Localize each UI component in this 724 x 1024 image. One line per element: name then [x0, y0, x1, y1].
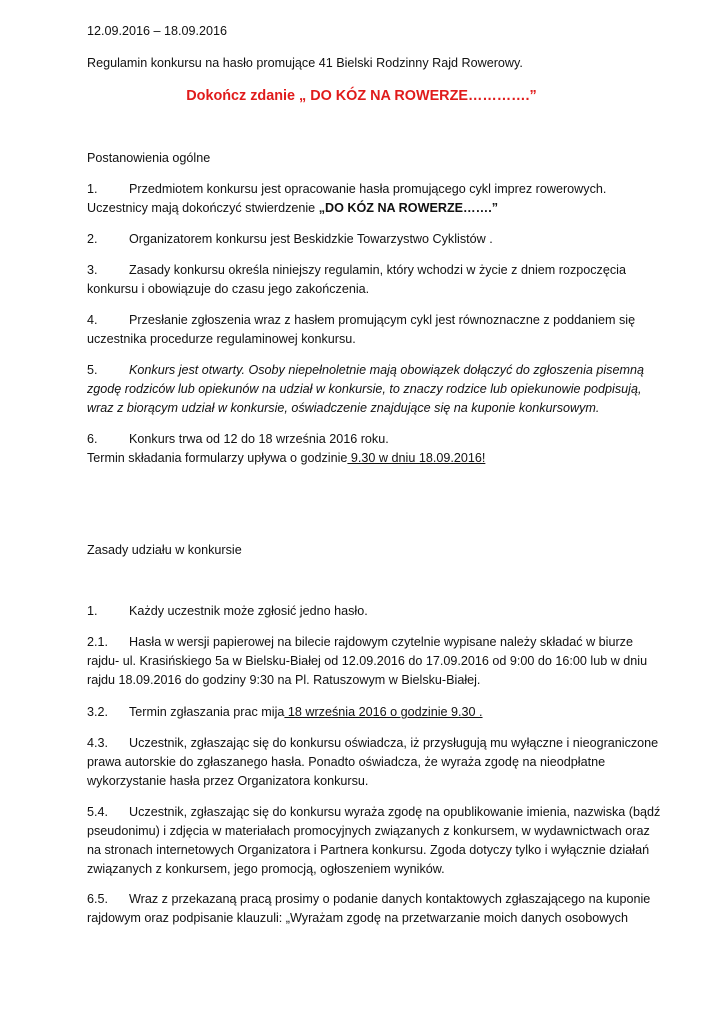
contest-title: Dokończ zdanie „ DO KÓZ NA ROWERZE………….”	[186, 88, 537, 104]
rule-text: Każdy uczestnik może zgłosić jedno hasło.	[129, 604, 368, 618]
rule-6-5-line-2: rajdowym oraz podpisanie klauzuli: „Wyrażam zgodę na przetwarzanie moich danych osobowych	[87, 911, 628, 925]
rule-text: Uczestnik, zgłaszając się do konkursu oświadcza, iż przysługują mu wyłączne i nieograniczone	[129, 736, 659, 750]
rule-number: 4.3.	[87, 736, 109, 750]
rule-text: Hasła w wersji papierowej na bilecie rajdowym czytelnie wypisane należy składać w biurze	[129, 635, 633, 649]
paragraph-5-line-3: wraz z biorącym udział w konkursie, oświadczenie znajdujące się na kuponie konkursowym.	[87, 401, 600, 415]
rule-number: 2.1.	[87, 635, 109, 649]
paragraph-4	[87, 311, 635, 330]
paragraph-5	[87, 361, 644, 380]
rule-4-3-line-2: prawa autorskie do zgłaszanego hasła. Ponadto oświadcza, że wyraża zgodę na nieodpłatne	[87, 755, 606, 769]
paragraph-text: Konkurs jest otwarty. Osoby niepełnoletnie mają obowiązek dołączyć do zgłoszenia pisemną	[129, 363, 644, 377]
paragraph-number: 1.	[87, 182, 98, 196]
paragraph-5-line-2: zgodę rodziców lub opiekunów na udział w konkursie, to znaczy rodzice lub opiekunowie podpisują,	[87, 382, 642, 396]
rule-number: 5.4.	[87, 805, 109, 819]
paragraph-text: Konkurs trwa od 12 do 18 września 2016 roku.	[129, 432, 389, 446]
paragraph-3	[87, 261, 626, 280]
paragraph-2	[87, 230, 493, 249]
paragraph-text: Zasady konkursu określa niniejszy regulamin, który wchodzi w życie z dniem rozpoczęcia	[129, 263, 626, 277]
paragraph-number: 5.	[87, 363, 98, 377]
section-heading-general: Postanowienia ogólne	[87, 151, 211, 165]
rule-number: 1.	[87, 604, 98, 618]
paragraph-6	[87, 430, 389, 449]
paragraph-text: Przedmiotem konkursu jest opracowanie hasła promującego cykl imprez rowerowych.	[129, 182, 607, 196]
rule-number: 3.2.	[87, 705, 109, 719]
deadline-text: 18 września 2016 o godzinie 9.30 .	[284, 705, 483, 719]
paragraph-number: 2.	[87, 232, 98, 246]
paragraph-text: Termin składania formularzy upływa o godzinie	[87, 451, 348, 465]
paragraph-number: 6.	[87, 432, 98, 446]
date-range: 12.09.2016 – 18.09.2016	[87, 24, 228, 38]
rule-5-4	[87, 803, 660, 822]
paragraph-3-line-2: konkursu i obowiązuje do czasu jego zakończenia.	[87, 282, 370, 296]
rule-5-4-line-2: pseudonimu) i zdjęcia w materiałach promocyjnych związanych z konkursem, w wydawnictwach oraz	[87, 824, 650, 838]
regulation-title: Regulamin konkursu na hasło promujące 41 Bielski Rodzinny Rajd Rowerowy.	[87, 56, 523, 70]
rule-text: Wraz z przekazaną pracą prosimy o podanie danych kontaktowych zgłaszającego na kuponie	[129, 892, 651, 906]
paragraph-1	[87, 180, 606, 199]
rule-3-2	[87, 703, 483, 722]
paragraph-number: 3.	[87, 263, 98, 277]
paragraph-6-line-2	[87, 449, 485, 468]
rule-number: 6.5.	[87, 892, 109, 906]
contest-phrase: „DO KÓZ NA ROWERZE…….”	[318, 201, 499, 215]
rule-1	[87, 602, 368, 621]
rule-5-4-line-3: na stronach internetowych Organizatora i Partnera konkursu. Zgoda dotyczy tylko i wyłącznie działań	[87, 843, 650, 857]
section-heading-rules: Zasady udziału w konkursie	[87, 543, 242, 557]
paragraph-text: Organizatorem konkursu jest Beskidzkie Towarzystwo Cyklistów .	[129, 232, 493, 246]
paragraph-number: 4.	[87, 313, 98, 327]
rule-5-4-line-4: związanych z konkursem, jego promocją, ogłoszeniem wyników.	[87, 862, 445, 876]
rule-2-1-line-3: rajdu 18.09.2016 do godziny 9:30 na Pl. Ratuszowym w Bielsku-Białej.	[87, 673, 481, 687]
rule-6-5	[87, 890, 650, 909]
paragraph-1-line-2	[87, 199, 498, 218]
paragraph-4-line-2: uczestnika procedurze regulaminowej konkursu.	[87, 332, 356, 346]
rule-4-3-line-3: wykorzystanie hasła przez Organizatora konkursu.	[87, 774, 369, 788]
rule-text: Termin zgłaszania prac mija	[129, 705, 285, 719]
rule-2-1	[87, 633, 633, 652]
paragraph-text: Przesłanie zgłoszenia wraz z hasłem promującym cykl jest równoznaczne z poddaniem się	[129, 313, 636, 327]
rule-text: Uczestnik, zgłaszając się do konkursu wyraża zgodę na opublikowanie imienia, nazwiska (bądź	[129, 805, 661, 819]
paragraph-text: Uczestnicy mają dokończyć stwierdzenie	[87, 201, 319, 215]
rule-2-1-line-2: rajdu- ul. Krasińskiego 5a w Bielsku-Białej od 12.09.2016 do 17.09.2016 od 9:00 do 16:00 lub w dniu	[87, 654, 648, 668]
deadline-text: 9.30 w dniu 18.09.2016!	[347, 451, 486, 465]
rule-4-3	[87, 734, 658, 753]
